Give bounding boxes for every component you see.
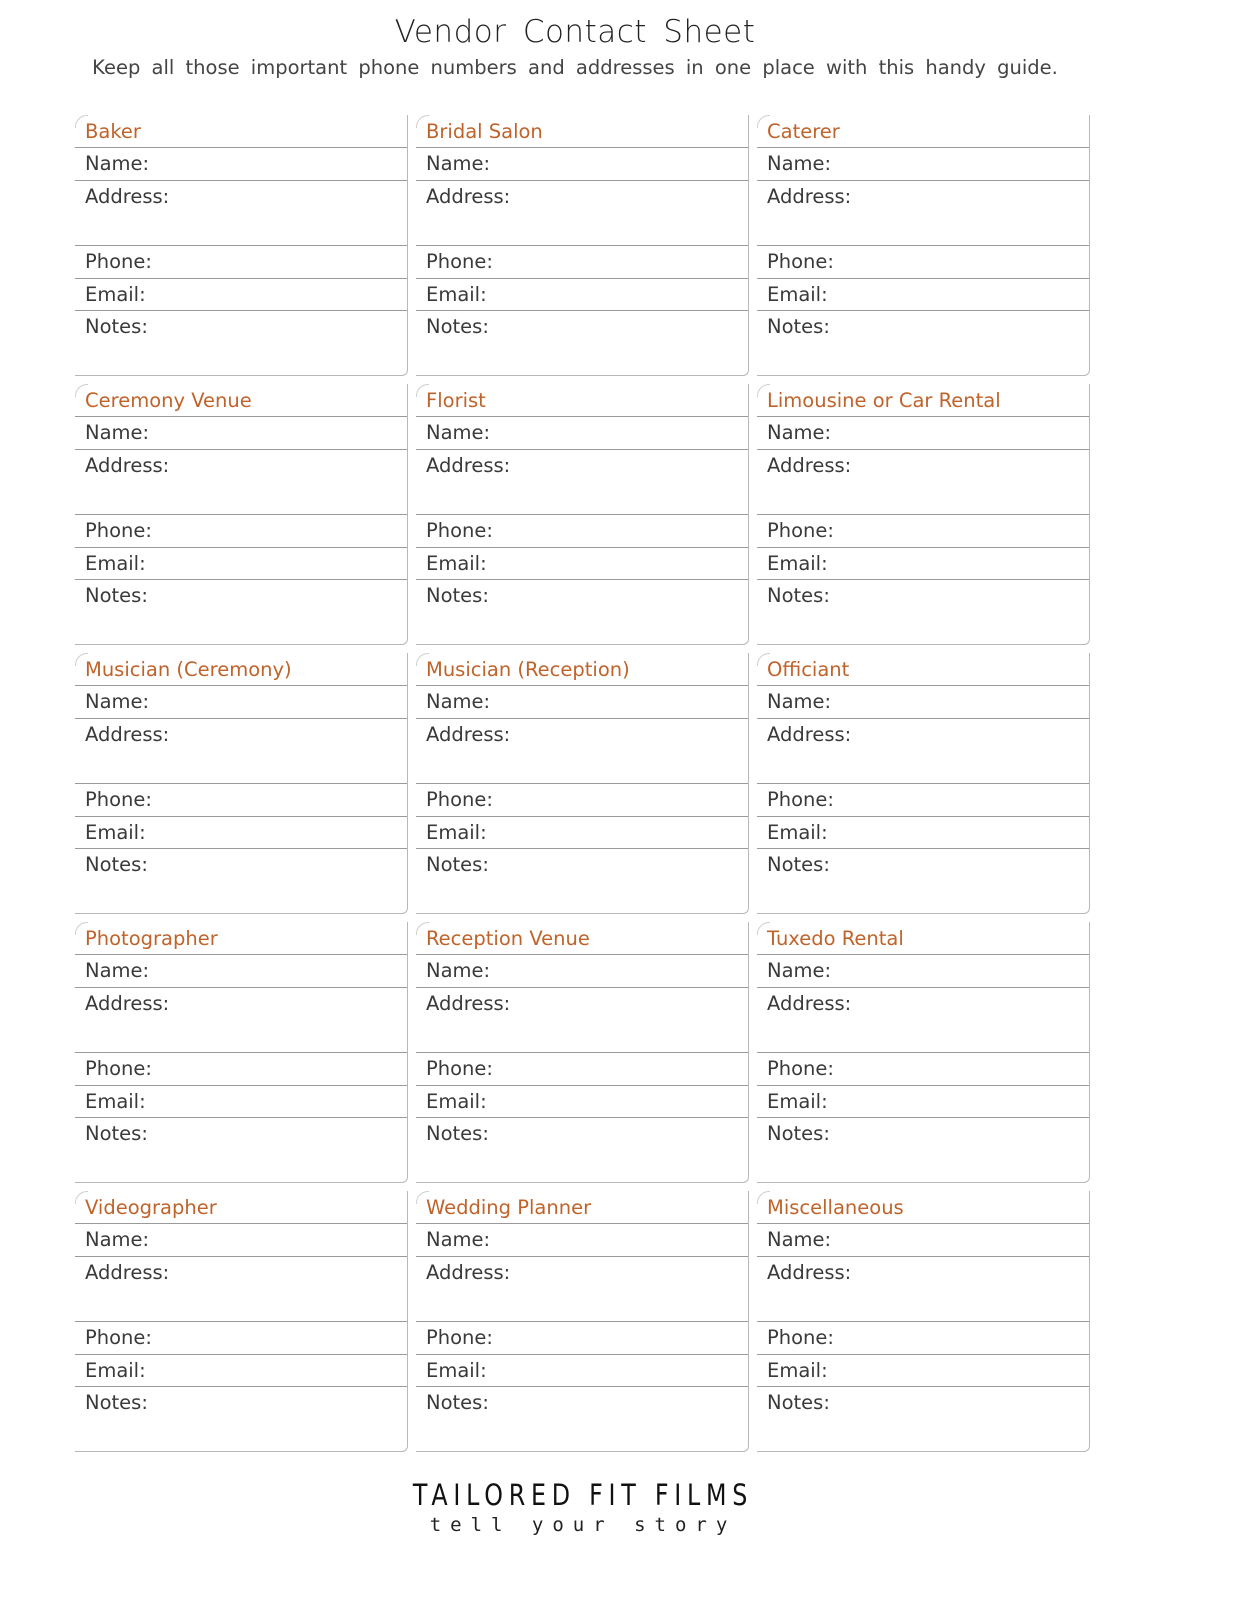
notes-label: Notes: [426,315,489,338]
vendor-category-title: Limousine or Car Rental [757,384,1089,417]
address-label: Address: [767,1261,852,1284]
address-field[interactable] [416,719,748,784]
vendor-card [75,922,408,1183]
vendor-category-title: Videographer [75,1191,407,1224]
phone-field[interactable] [416,515,748,548]
notes-field[interactable] [75,1118,407,1149]
vendor-card [757,384,1090,645]
vendor-card [75,384,408,645]
email-label: Email: [85,1090,146,1113]
name-label: Name: [85,421,150,444]
notes-label: Notes: [767,1391,830,1414]
name-label: Name: [426,690,491,713]
address-field[interactable] [757,181,1089,246]
phone-label: Phone: [767,1057,834,1080]
vendor-card [416,384,749,645]
notes-label: Notes: [426,584,489,607]
vendor-card [75,115,408,376]
address-field[interactable] [757,719,1089,784]
address-field[interactable] [757,988,1089,1053]
notes-field[interactable] [757,1387,1089,1418]
email-field[interactable] [416,279,748,311]
address-label: Address: [426,185,511,208]
email-field[interactable] [416,1355,748,1387]
address-label: Address: [426,454,511,477]
address-field[interactable] [416,1257,748,1322]
vendor-card [75,653,408,914]
vendor-category-title: Musician (Ceremony) [75,653,407,686]
address-label: Address: [85,723,170,746]
name-label: Name: [85,152,150,175]
phone-label: Phone: [767,1326,834,1349]
email-label: Email: [767,552,828,575]
phone-field[interactable] [416,1322,748,1355]
notes-label: Notes: [426,1122,489,1145]
phone-field[interactable] [757,1053,1089,1086]
name-label: Name: [426,1228,491,1251]
phone-field[interactable] [416,784,748,817]
footer-logo [0,1478,1166,1536]
email-label: Email: [426,1359,487,1382]
phone-field[interactable] [75,1053,407,1086]
notes-label: Notes: [767,584,830,607]
name-field[interactable] [75,148,407,181]
email-field[interactable] [416,1086,748,1118]
notes-field[interactable] [416,1387,748,1418]
email-field[interactable] [757,817,1089,849]
phone-field[interactable] [416,1053,748,1086]
name-label: Name: [767,959,832,982]
phone-label: Phone: [767,788,834,811]
vendor-card [416,653,749,914]
email-label: Email: [767,283,828,306]
notes-field[interactable] [75,311,407,342]
address-field[interactable] [416,181,748,246]
vendor-category-title: Miscellaneous [757,1191,1089,1224]
vendor-card [416,922,749,1183]
address-field[interactable] [75,1257,407,1322]
name-label: Name: [85,1228,150,1251]
phone-label: Phone: [426,1057,493,1080]
vendor-category-title: Officiant [757,653,1089,686]
phone-label: Phone: [426,250,493,273]
phone-label: Phone: [767,250,834,273]
phone-label: Phone: [426,1326,493,1349]
notes-field[interactable] [75,1387,407,1418]
vendor-card [757,1191,1090,1452]
phone-label: Phone: [85,788,152,811]
name-field[interactable] [416,1224,748,1257]
notes-label: Notes: [426,853,489,876]
address-label: Address: [426,1261,511,1284]
phone-field[interactable] [757,1322,1089,1355]
notes-label: Notes: [85,1391,148,1414]
notes-label: Notes: [767,315,830,338]
name-label: Name: [85,690,150,713]
email-field[interactable] [75,817,407,849]
vendor-card [757,115,1090,376]
phone-field[interactable] [757,515,1089,548]
vendor-grid [75,115,1099,1452]
notes-field[interactable] [416,849,748,880]
name-field[interactable] [757,1224,1089,1257]
notes-field[interactable] [416,311,748,342]
name-field[interactable] [416,686,748,719]
email-field[interactable] [75,1355,407,1387]
phone-field[interactable] [757,246,1089,279]
email-label: Email: [85,283,146,306]
phone-label: Phone: [426,788,493,811]
vendor-category-title: Caterer [757,115,1089,148]
name-label: Name: [767,421,832,444]
notes-field[interactable] [416,1118,748,1149]
address-label: Address: [85,1261,170,1284]
vendor-category-title: Tuxedo Rental [757,922,1089,955]
address-field[interactable] [75,181,407,246]
brand-name: TAILORED FIT FILMS [412,1478,754,1512]
vendor-card [757,653,1090,914]
page-title: Vendor Contact Sheet [394,14,756,50]
address-field[interactable] [75,719,407,784]
vendor-card [757,922,1090,1183]
name-field[interactable] [75,417,407,450]
email-label: Email: [426,821,487,844]
vendor-category-title: Baker [75,115,407,148]
name-field[interactable] [757,417,1089,450]
notes-field[interactable] [75,849,407,880]
email-label: Email: [85,821,146,844]
email-field[interactable] [757,548,1089,580]
email-field[interactable] [75,279,407,311]
address-field[interactable] [757,450,1089,515]
email-label: Email: [426,283,487,306]
address-label: Address: [85,454,170,477]
phone-label: Phone: [85,250,152,273]
notes-field[interactable] [416,580,748,611]
address-label: Address: [767,454,852,477]
address-label: Address: [767,992,852,1015]
vendor-card [416,1191,749,1452]
vendor-card [416,115,749,376]
name-label: Name: [426,152,491,175]
phone-label: Phone: [426,519,493,542]
name-field[interactable] [75,955,407,988]
vendor-card [75,1191,408,1452]
name-field[interactable] [75,1224,407,1257]
name-field[interactable] [757,955,1089,988]
name-field[interactable] [75,686,407,719]
address-label: Address: [426,992,511,1015]
phone-label: Phone: [85,1326,152,1349]
notes-label: Notes: [85,853,148,876]
address-label: Address: [767,723,852,746]
vendor-category-title: Photographer [75,922,407,955]
name-label: Name: [767,152,832,175]
email-label: Email: [85,552,146,575]
notes-label: Notes: [767,1122,830,1145]
notes-label: Notes: [85,584,148,607]
name-field[interactable] [757,148,1089,181]
notes-label: Notes: [767,853,830,876]
email-field[interactable] [75,548,407,580]
phone-label: Phone: [767,519,834,542]
notes-label: Notes: [426,1391,489,1414]
phone-field[interactable] [416,246,748,279]
phone-field[interactable] [757,784,1089,817]
address-field[interactable] [75,988,407,1053]
notes-label: Notes: [85,1122,148,1145]
vendor-category-title: Bridal Salon [416,115,748,148]
email-field[interactable] [757,1355,1089,1387]
phone-label: Phone: [85,519,152,542]
name-label: Name: [85,959,150,982]
name-field[interactable] [416,148,748,181]
address-label: Address: [767,185,852,208]
phone-field[interactable] [75,515,407,548]
notes-field[interactable] [75,580,407,611]
email-label: Email: [426,552,487,575]
notes-field[interactable] [757,580,1089,611]
notes-label: Notes: [85,315,148,338]
email-field[interactable] [416,817,748,849]
name-label: Name: [426,421,491,444]
phone-field[interactable] [75,784,407,817]
phone-label: Phone: [85,1057,152,1080]
email-label: Email: [767,821,828,844]
name-field[interactable] [416,417,748,450]
notes-field[interactable] [757,849,1089,880]
address-label: Address: [426,723,511,746]
email-label: Email: [767,1359,828,1382]
email-label: Email: [85,1359,146,1382]
vendor-category-title: Reception Venue [416,922,748,955]
name-label: Name: [767,1228,832,1251]
name-field[interactable] [416,955,748,988]
address-field[interactable] [757,1257,1089,1322]
name-label: Name: [426,959,491,982]
vendor-category-title: Wedding Planner [416,1191,748,1224]
notes-field[interactable] [757,311,1089,342]
address-label: Address: [85,992,170,1015]
phone-field[interactable] [75,1322,407,1355]
brand-tagline: tell your story [429,1514,737,1536]
address-field[interactable] [416,450,748,515]
name-label: Name: [767,690,832,713]
phone-field[interactable] [75,246,407,279]
address-label: Address: [85,185,170,208]
email-field[interactable] [75,1086,407,1118]
name-field[interactable] [757,686,1089,719]
vendor-category-title: Florist [416,384,748,417]
vendor-category-title: Musician (Reception) [416,653,748,686]
email-label: Email: [426,1090,487,1113]
address-field[interactable] [75,450,407,515]
email-field[interactable] [757,1086,1089,1118]
email-field[interactable] [757,279,1089,311]
address-field[interactable] [416,988,748,1053]
email-label: Email: [767,1090,828,1113]
page-subtitle: Keep all those important phone numbers and addresses in one place with this handy guide. [92,56,1058,79]
notes-field[interactable] [757,1118,1089,1149]
vendor-category-title: Ceremony Venue [75,384,407,417]
email-field[interactable] [416,548,748,580]
